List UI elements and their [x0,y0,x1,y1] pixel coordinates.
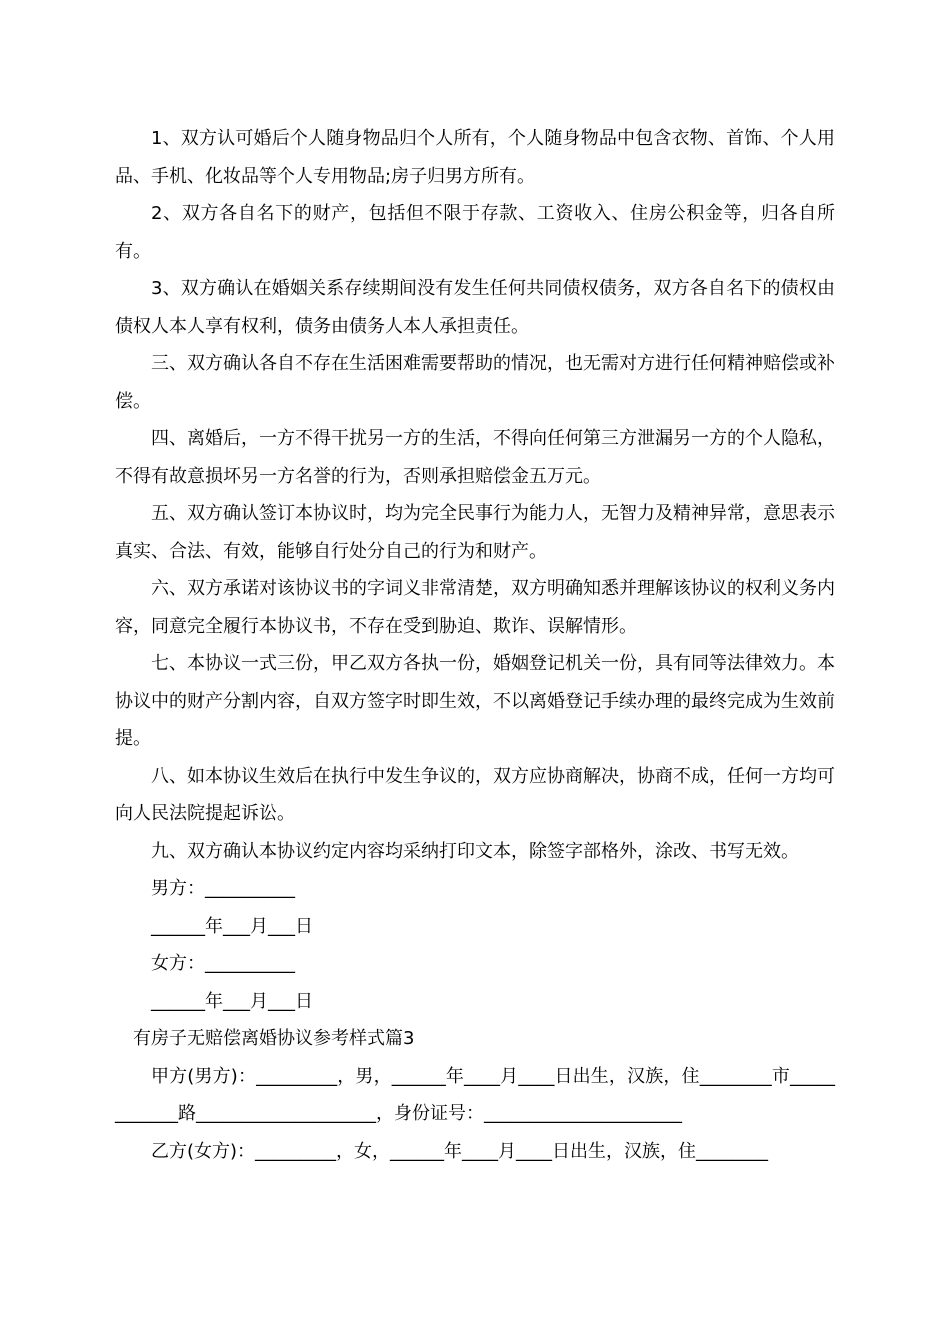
clause-jiu: 九、双方确认本协议约定内容均采纳打印文本，除签字部格外，涂改、书写无效。 [151,840,799,862]
section-title: 有房子无赔偿离婚协议参考样式篇3 [133,1028,415,1049]
party-b-info: 乙方(女方)：_________，女，______年____月____日出生，汉族，住________ [151,1140,769,1162]
clause-san: 三、双方确认各自不存在生活困难需要帮助的情况，也无需对方进行任何精神赔偿或补偿。 [115,353,835,412]
clause-wu: 五、双方确认签订本协议时，均为完全民事行为能力人，无智力及精神异常，意思表示真实、合法、有效，能够自行处分自己的行为和财产。 [115,503,835,562]
document-page [115,120,835,1170]
clause-3: 3、双方确认在婚姻关系存续期间没有发生任何共同债权债务，双方各自名下的债权由债权人本人享有权利，债务由债务人本人承担责任。 [115,278,835,337]
clause-2: 2、双方各自名下的财产，包括但不限于存款、工资收入、住房公积金等，归各自所有。 [115,203,835,262]
clause-si: 四、离婚后，一方不得干扰另一方的生活，不得向任何第三方泄漏另一方的个人隐私，不得有故意损坏另一方名誉的行为，否则承担赔偿金五万元。 [115,428,835,487]
clause-liu: 六、双方承诺对该协议书的字词义非常清楚，双方明确知悉并理解该协议的权利义务内容，同意完全履行本协议书，不存在受到胁迫、欺诈、误解情形。 [115,578,835,637]
clause-1: 1、双方认可婚后个人随身物品归个人所有，个人随身物品中包含衣物、首饰、个人用品、手机、化妆品等个人专用物品;房子归男方所有。 [115,128,835,187]
party-a-info: 甲方(男方)：_________，男，______年____月____日出生，汉族，住________市____________路____________________，身份证号：______________________ [115,1065,835,1124]
female-signature-line: 女方：__________ [151,953,295,974]
male-date-line: ______年___月___日 [151,915,313,937]
clause-qi: 七、本协议一式三份，甲乙双方各执一份，婚姻登记机关一份，具有同等法律效力。本协议中的财产分割内容，自双方签字时即生效，不以离婚登记手续办理的最终完成为生效前提。 [115,653,835,749]
clause-ba: 八、如本协议生效后在执行中发生争议的，双方应协商解决，协商不成，任何一方均可向人民法院提起诉讼。 [115,765,835,824]
male-signature-line: 男方：__________ [151,878,295,899]
female-date-line: ______年___月___日 [151,990,313,1012]
